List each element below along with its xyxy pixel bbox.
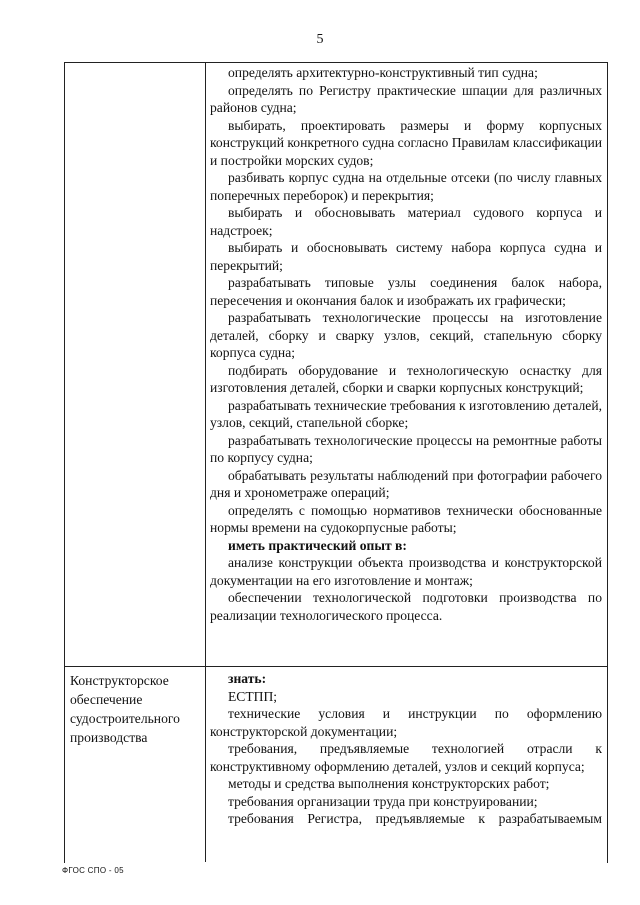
module-title-line: производства — [70, 730, 148, 745]
skill-item: разрабатывать технологические процессы на ремонтные работы по корпусу судна; — [210, 432, 602, 465]
knowledge-item: ЕСТПП; — [228, 688, 278, 704]
column-divider — [205, 62, 206, 862]
knowledge-item: требования организации труда при конструировании; — [228, 793, 538, 809]
skill-item: разрабатывать типовые узлы соединения балок набора, пересечения и окончания балок и изображать их графически; — [210, 275, 602, 308]
knowledge-heading: знать: — [228, 671, 267, 686]
skill-item: обрабатывать результаты наблюдений при фотографии рабочего дня и хронометраже операций; — [210, 467, 602, 500]
experience-item: обеспечении технологической подготовки производства по реализации технологического процесса. — [210, 590, 602, 623]
skill-item: определять с помощью нормативов технически обоснованные нормы времени на судокорпусные работы; — [210, 502, 602, 535]
skill-item: определять архитектурно-конструктивный тип судна; — [228, 65, 538, 80]
skill-item: выбирать, проектировать размеры и форму корпусных конструкций конкретного судна согласно Правилам классификации и постройки морских судов; — [210, 117, 602, 168]
skill-item: разрабатывать технологические процессы на изготовление деталей, сборку и сварку узлов, секций, стапельную сборку корпуса судна; — [210, 310, 602, 360]
experience-heading: иметь практический опыт в: — [228, 537, 407, 553]
module-title-line: Конструкторское — [70, 673, 169, 688]
skill-item: выбирать и обосновывать материал судового корпуса и надстроек; — [210, 205, 602, 238]
skill-item: выбирать и обосновывать систему набора корпуса судна и перекрытий; — [210, 240, 602, 273]
skill-item: определять по Регистру практические шпации для различных районов судна; — [210, 82, 602, 115]
row2-content — [210, 670, 602, 828]
module-title-line: обеспечение — [70, 692, 143, 707]
row1-content — [210, 64, 602, 624]
module-title-line: судостроительного — [70, 711, 180, 726]
knowledge-item: требования, предъявляемые технологией отрасли к конструктивному оформлению деталей, узлов и секций корпуса; — [210, 741, 602, 774]
row-divider — [64, 666, 607, 667]
module-title — [70, 671, 202, 747]
skill-item: разрабатывать технические требования к изготовлению деталей, узлов, секций, стапельной сборке; — [210, 397, 602, 430]
skill-item: подбирать оборудование и технологическую оснастку для изготовления деталей, сборки и сварки корпусных конструкций; — [210, 362, 602, 395]
experience-item: анализе конструкции объекта производства и конструкторской документации на его изготовление и монтаж; — [210, 555, 602, 588]
knowledge-item: технические условия и инструкции по оформлению конструкторской документации; — [210, 706, 602, 739]
skill-item: разбивать корпус судна на отдельные отсеки (по числу главных поперечных переборок) и перекрытия; — [210, 170, 602, 203]
footer-code: ФГОС СПО - 05 — [62, 866, 124, 875]
knowledge-item: требования Регистра, предъявляемые к разрабатываемым — [228, 811, 602, 826]
knowledge-item: методы и средства выполнения конструкторских работ; — [228, 776, 550, 791]
page-number: 5 — [316, 32, 324, 47]
